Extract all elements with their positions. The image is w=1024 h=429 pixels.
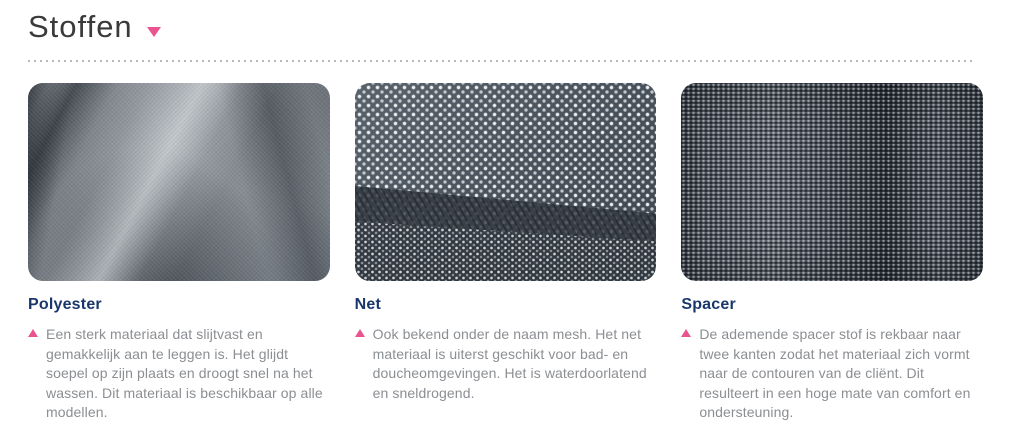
fabric-card-polyester	[28, 83, 330, 423]
triangle-bullet-icon	[681, 329, 691, 337]
dotted-divider	[28, 60, 975, 62]
fabric-card-net	[355, 83, 657, 423]
card-description	[28, 325, 330, 423]
fabric-columns	[28, 83, 983, 423]
card-title: Polyester	[28, 296, 102, 313]
triangle-bullet-icon	[28, 329, 38, 337]
card-text: Een sterk materiaal dat slijtvast en gemakkelijk aan te leggen is. Het glijdt soepel op zijn plaats en droogt snel na het wassen. Dit materiaal is beschikbaar op alle modellen.	[46, 326, 323, 421]
net-mesh-fabric-photo	[355, 83, 657, 281]
fabric-fold-lower	[355, 83, 657, 281]
card-description	[355, 325, 657, 403]
card-title: Spacer	[681, 296, 736, 313]
card-text: Ook bekend onder de naam mesh. Het net materiaal is uiterst geschikt voor bad- en doucheomgevingen. Het is waterdoorlatend en sneldrogend.	[372, 326, 647, 401]
section-header	[28, 8, 983, 44]
page-title: Stoffen	[28, 9, 133, 45]
triangle-bullet-icon	[355, 329, 365, 337]
fabric-card-spacer	[681, 83, 983, 423]
spacer-fabric-photo	[681, 83, 983, 281]
polyester-fabric-photo	[28, 83, 330, 281]
card-title: Net	[354, 296, 382, 313]
card-description	[681, 325, 983, 423]
card-text: De ademende spacer stof is rekbaar naar twee kanten zodat het materiaal zich vormt naar de contouren van de cliënt. Dit resulteert in een hoge mate van comfort en ondersteuning.	[699, 326, 971, 421]
triangle-down-icon	[147, 27, 161, 37]
